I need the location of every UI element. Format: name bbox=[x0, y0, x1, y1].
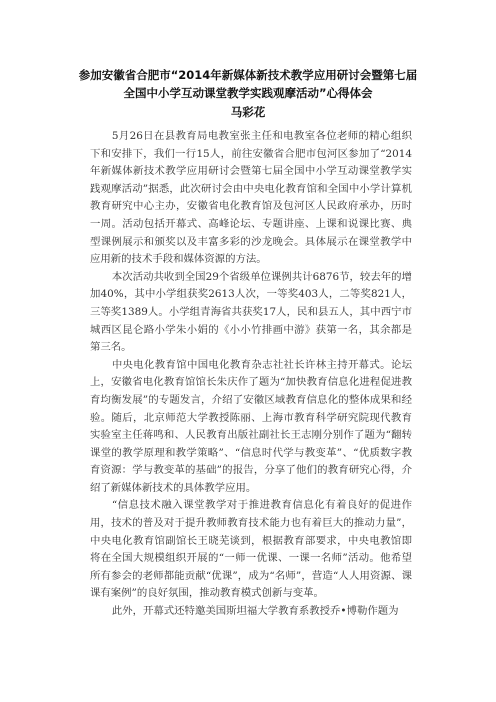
author-name: 马彩花 bbox=[230, 105, 266, 119]
paragraph-5: 此外，开幕式还特邀美国斯坦福大学教育系教授乔•博勒作题为 bbox=[111, 605, 399, 618]
title-line-2: 全国中小学互动课堂教学实践观摩活动”心得体会 bbox=[123, 86, 373, 100]
paragraph-2: 本次活动共收到全国29个省级单位课例共计6876节，较去年的增加40%，其中小学组获奖2613人次，一等奖403人，二等奖821人，三等奖1389人。小学组青海省共获奖17人，民和县五人，其中西宁市城西区昆仑路小学朱小娟的《小小竹排画中游》获第一名，其余都是第三名。 bbox=[90, 270, 412, 354]
paragraph-1: 5月26日在县教育局电教室张主任和电教室各位老师的精心组织下和安排下，我们一行15人，前往安徽省合肥市包河区参加了“2014年新媒体新技术教学应用研讨会暨第七届全国中小学互动课堂教学实践观摩活动”据悉，此次研讨会由中央电化教育馆和全国中小学计算机教育研究中心主办，安徽省电化教育馆及包河区人民政府承办，历时一周。活动包括开幕式、高峰论坛、专题讲座、上课和说课比赛、典型课例展示和颁奖以及丰富多彩的沙龙晚会。具体展示在课堂教学中应用新的技术手段和媒体资源的方法。 bbox=[90, 130, 412, 266]
document-body bbox=[90, 128, 412, 621]
paragraph-4: “信息技术融入课堂教学对于推进教育信息化有着良好的促进作用，技术的普及对于提升教师教育技术能力也有着巨大的推动力量”，中央电化教育馆副馆长王晓芜谈到，根据教育部要求，中央电教馆即将在全国大规模组织开展的“一师一优课、一课一名师”活动。他希望所有参会的老师都能贡献“优课”，成为“名师”，营造“人人用资源、课课有案例”的良好氛围，推动教育模式创新与变革。 bbox=[90, 499, 412, 600]
title-line-1: 参加安徽省合肥市“2014年新媒体新技术教学应用研讨会暨第七届 bbox=[78, 68, 418, 82]
document-title bbox=[70, 66, 426, 102]
paragraph-3: 中央电化教育馆中国电化教育杂志社社长许林主持开幕式。论坛上，安徽省电化教育馆馆长朱庆作了题为“加快教育信息化进程促进教育均衡发展”的专题发言，介绍了安徽区域教育信息化的整体成果和经验。随后，北京师范大学教授陈丽、上海市教育科学研究院现代教育实验室主任蒋鸣和、人民教育出版社副社长王志刚分别作了题为“翻转课堂的教学原理和教学策略”、“信息时代学与教变革”、“优质数字教育资源：学与教变革的基础”的报告，分享了他们的教育研究心得，介绍了新媒体新技术的具体教学应用。 bbox=[90, 358, 412, 494]
